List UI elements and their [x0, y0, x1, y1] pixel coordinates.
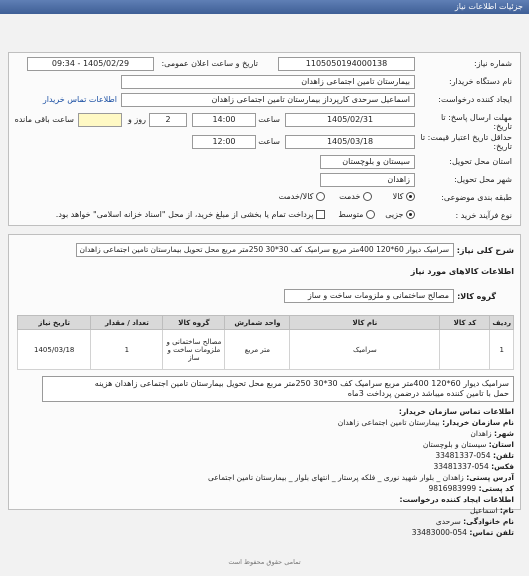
days-label: روز و [128, 115, 146, 124]
summary-field: سرامیک دیوار 60*120 400متر مربع سرامیک کف 30*30 250متر مربع محل تحویل بیمارستان تامین اجتماعی زاهدان [76, 243, 454, 257]
category-label: طبقه بندی موضوعی: [441, 193, 512, 202]
col-date: تاریخ نیاز [18, 316, 91, 330]
radio-icon [316, 192, 325, 201]
treasury-note: پرداخت تمام یا بخشی از مبلغ خرید، از محل "اسناد خزانه اسلامی" خواهد بود. [55, 210, 314, 219]
creator-phone: 054-33483000 [411, 528, 467, 537]
col-code: کد کالا [440, 316, 490, 330]
description-line-2: حمل با تامین کننده میباشد درضمن پرداخت 3ماه [347, 389, 509, 398]
category-option-service[interactable]: خدمت [339, 192, 372, 201]
description-line-1: سرامیک دیوار 60*120 400متر مربع سرامیک کف 30*30 250متر مربع محل تحویل بیمارستان تامین اجتماعی زاهدان هزینه [94, 379, 509, 388]
need-info-panel [8, 52, 521, 226]
goods-panel [8, 234, 521, 537]
cell-group: مصالح ساختمانی و ملزومات ساخت و ساز [163, 330, 225, 370]
contact-postal: 9816983999 [428, 484, 477, 493]
contact-address: زاهدان _ بلوار شهید نوری _ فلکه پرستار _ انتهای بلوار _ بیمارستان تامین اجتماعی [207, 473, 464, 482]
page-title: جزئیات اطلاعات نیاز [454, 2, 523, 11]
goods-group-label: گروه کالا: [457, 292, 496, 301]
purchase-option-medium[interactable]: متوسط [338, 210, 375, 219]
validity-time-label: ساعت [258, 137, 280, 146]
col-row: ردیف [490, 316, 514, 330]
radio-icon [363, 192, 372, 201]
contact-title: اطلاعات تماس سازمان خریدار: [398, 407, 514, 416]
radio-icon [366, 210, 375, 219]
category-option-goods[interactable]: کالا [393, 192, 415, 201]
creator-field: اسماعیل سرحدی کارپرداز بیمارستان تامین اجتماعی زاهدان [121, 93, 415, 107]
cell-unit: متر مربع [225, 330, 290, 370]
contact-province: سیستان و بلوچستان [422, 440, 487, 449]
creator-label: ایجاد کننده درخواست: [438, 95, 512, 104]
table-row [18, 330, 514, 370]
col-group: گروه کالا [163, 316, 225, 330]
validity-date-field: 1405/03/18 [285, 135, 415, 149]
contact-city: زاهدان [470, 429, 492, 438]
contact-info: اطلاعات تماس سازمان خریدار: نام سازمان خریدار: بیمارستان تامین اجتماعی زاهدان شهر: زاهدان استان: سیستان و بلوچستان تلفن: 054-33481337 فکس: 054-33481337 آدرس پستی: زاهدان _ بلوار شهید نوری _ فلکه پرستار _ انتهای بلوار _ بیمارستان تامین اجتماعی کد پستی: 9816983999 اطلاعات ایجاد کننده درخواست: نام: اسماعیل نام خانوادگی: سرحدی تلفن تماس: 054-33483000 [207, 407, 514, 537]
cell-qty: 1 [91, 330, 163, 370]
city-field: زاهدان [320, 173, 415, 187]
contact-phone: 054-33481337 [435, 451, 491, 460]
col-qty: تعداد / مقدار [91, 316, 163, 330]
goods-group-field: مصالح ساختمانی و ملزومات ساخت و ساز [284, 289, 454, 303]
hours-remaining-field [78, 113, 122, 127]
radio-icon [406, 192, 415, 201]
summary-label: شرح کلی نیاز: [456, 246, 514, 255]
province-field: سیستان و بلوچستان [320, 155, 415, 169]
cell-name: سرامیک [290, 330, 440, 370]
province-label: استان محل تحویل: [449, 157, 512, 166]
footer-rights: تمامی حقوق محفوظ است [228, 558, 301, 566]
need-number-field: 1105050194000138 [278, 57, 415, 71]
buyer-label: نام دستگاه خریدار: [449, 77, 512, 86]
table-header-row [18, 316, 514, 330]
contact-org: بیمارستان تامین اجتماعی زاهدان [337, 418, 440, 427]
buyer-field: بیمارستان تامین اجتماعی زاهدان [121, 75, 415, 89]
radio-icon [406, 210, 415, 219]
announce-field: 1405/02/29 - 09:34 [27, 57, 154, 71]
validity-label: حداقل تاریخ اعتبار قیمت: تا تاریخ: [420, 133, 512, 151]
cell-code [440, 330, 490, 370]
contact-fax: 054-33481337 [433, 462, 489, 471]
deadline-label: مهلت ارسال پاسخ: تا تاریخ: [440, 113, 512, 131]
announce-label: تاریخ و ساعت اعلان عمومی: [161, 59, 258, 68]
remaining-label: ساعت باقی مانده [14, 115, 74, 124]
purchase-type-label: نوع فرآیند خرید : [455, 211, 512, 220]
goods-table [17, 315, 514, 370]
deadline-time-field: 14:00 [192, 113, 256, 127]
deadline-date-field: 1405/02/31 [285, 113, 415, 127]
page-header [0, 0, 529, 14]
creator-family: سرحدی [435, 517, 461, 526]
deadline-time-label: ساعت [258, 115, 280, 124]
col-name: نام کالا [290, 316, 440, 330]
col-unit: واحد شمارش [225, 316, 290, 330]
checkbox-icon [316, 210, 325, 219]
cell-date: 1405/03/18 [18, 330, 91, 370]
creator-name: اسماعیل [470, 506, 498, 515]
category-option-goods-service[interactable]: کالا/خدمت [279, 192, 325, 201]
validity-time-field: 12:00 [192, 135, 256, 149]
creator-info-title: اطلاعات ایجاد کننده درخواست: [399, 495, 514, 504]
buyer-contact-link[interactable]: اطلاعات تماس خریدار [42, 95, 117, 104]
treasury-checkbox[interactable] [56, 210, 325, 219]
cell-row: 1 [490, 330, 514, 370]
city-label: شهر محل تحویل: [454, 175, 512, 184]
goods-section-title: اطلاعات کالاهای مورد نیاز [410, 267, 514, 276]
purchase-option-minor[interactable]: جزیی [385, 210, 415, 219]
days-remaining-field: 2 [149, 113, 187, 127]
goods-description [42, 376, 514, 402]
need-number-label: شماره نیاز: [474, 59, 512, 68]
